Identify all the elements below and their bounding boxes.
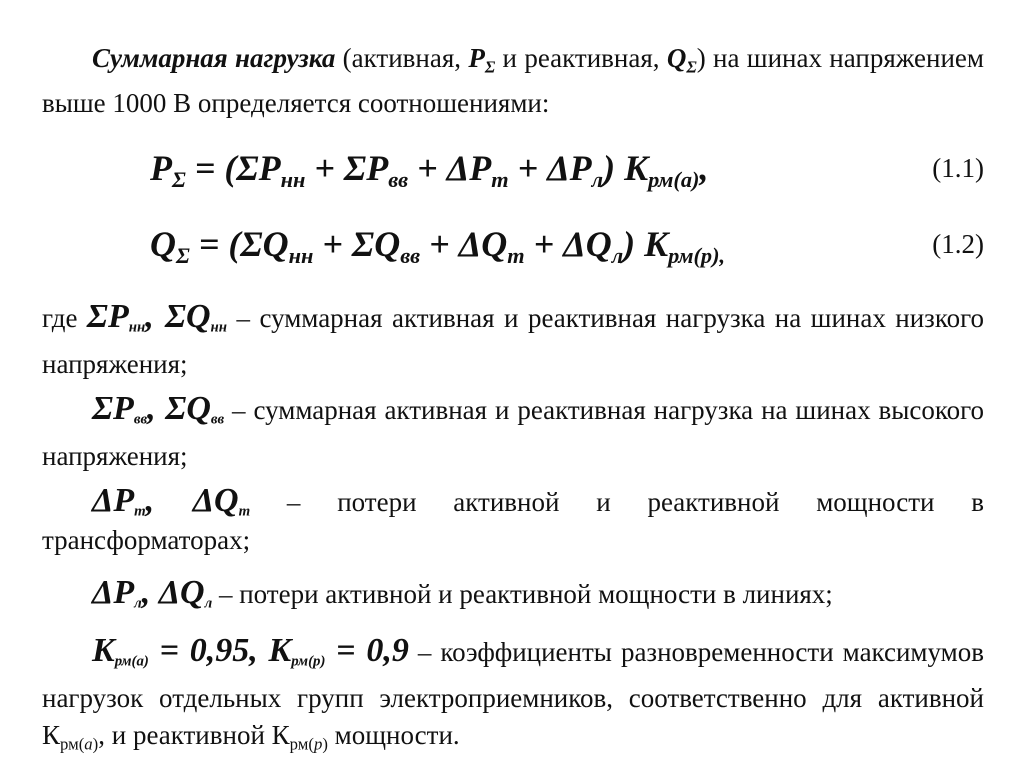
- def5-ka-sub-b: а: [84, 734, 93, 754]
- def5-kr-sub-c: ): [322, 734, 328, 754]
- def1-text: – суммарная активная и реактивная нагрузка на шинах низкого напряжения;: [42, 303, 984, 380]
- definition-high-voltage: [42, 390, 984, 475]
- f1-part1: = (ΣP: [185, 148, 281, 188]
- f1-part3: + ΔP: [408, 148, 492, 188]
- f2-part5: ) K: [623, 224, 669, 264]
- intro-text-1: (активная,: [335, 43, 469, 73]
- f2-lhs: Q: [150, 224, 176, 264]
- f2-part2: + ΣQ: [313, 224, 401, 264]
- def5-k1-sub: рм(а): [114, 653, 149, 670]
- def2-text: – суммарная активная и реактивная нагрузка на шинах высокого напряжения;: [42, 395, 985, 472]
- formula-1-2: [150, 222, 984, 278]
- definition-low-voltage: [42, 298, 984, 383]
- f1-sub-k: рм(а): [648, 167, 700, 193]
- def4-sep: ,: [141, 574, 159, 611]
- definition-coefficients: [42, 632, 984, 763]
- def3-text-1: – потери активной и реактивной мощности в: [250, 487, 984, 517]
- f2-sub-t: т: [507, 243, 525, 269]
- def1-sym2-sub: нн: [210, 319, 228, 336]
- f1-sub-vv: вв: [388, 167, 409, 193]
- f2-sub-vv: вв: [400, 243, 421, 269]
- intro-q-symbol: Q: [666, 43, 687, 73]
- def4-sym2: ΔQ: [158, 574, 205, 611]
- f1-sub-nn: нн: [280, 167, 306, 193]
- def3-sym1: ΔP: [92, 482, 135, 519]
- f2-part4: + ΔQ: [524, 224, 612, 264]
- def1-lead: где: [42, 303, 87, 333]
- def1-sym1-sub: нн: [128, 319, 146, 336]
- intro-p-symbol: P: [468, 43, 485, 73]
- def3-sep: ,: [145, 482, 193, 519]
- f2-sub-k: рм(р),: [668, 243, 726, 269]
- def5-v2: = 0,9: [325, 632, 409, 669]
- f1-sub-l: л: [591, 167, 604, 193]
- def3-sym2: ΔQ: [192, 482, 239, 519]
- def4-sym1-sub: л: [134, 595, 142, 612]
- def2-sym1: ΣP: [92, 390, 134, 427]
- intro-text-3: ) на шинах напряжением выше 1000 В определяется соотношениями:: [42, 43, 984, 119]
- formula-1-2-number: (1.2): [932, 229, 984, 259]
- def2-sym1-sub: вв: [133, 411, 148, 428]
- def5-ka-sub-a: рм(: [60, 734, 85, 754]
- intro-paragraph: [42, 40, 984, 122]
- f1-part5: ) K: [603, 148, 649, 188]
- def5-text: – коэффициенты разновременности максимумов нагрузок отдельных групп электроприемников, соответственно для активной: [42, 637, 985, 714]
- def3-sym2-sub: т: [238, 503, 251, 520]
- def5-mid: , и реактивной: [98, 720, 272, 751]
- def3-sym1-sub: т: [134, 503, 146, 520]
- f1-part2: + ΣP: [305, 148, 389, 188]
- formula-1-1-number: (1.1): [932, 153, 984, 183]
- f2-part1: = (ΣQ: [189, 224, 289, 264]
- def2-sep: ,: [147, 390, 166, 427]
- f1-lhs: P: [150, 148, 172, 188]
- def2-sym2: ΣQ: [165, 390, 211, 427]
- f2-part3: + ΔQ: [420, 224, 508, 264]
- def5-kr: К: [271, 720, 290, 751]
- f2-sub-nn: нн: [288, 243, 314, 269]
- def5-ka-sub: [60, 735, 98, 754]
- intro-q-sub: Σ: [686, 57, 697, 77]
- def3-text-2: трансформаторах;: [42, 525, 251, 555]
- intro-term: Суммарная нагрузка: [92, 43, 336, 73]
- def5-k2-sub: рм(р): [291, 653, 326, 670]
- f1-part6: ,: [699, 148, 709, 188]
- def5-v1: = 0,95,: [148, 632, 269, 669]
- f1-part4: + ΔP: [508, 148, 592, 188]
- def5-k2: K: [268, 632, 292, 669]
- formula-1-1: [150, 146, 984, 202]
- def1-sym2: ΣQ: [164, 298, 211, 335]
- def5-ka-sub-c: ): [92, 734, 99, 754]
- def1-sym1: ΣP: [86, 298, 129, 335]
- def1-sep: ,: [145, 298, 165, 335]
- f1-lhs-sub: Σ: [172, 167, 186, 193]
- def5-end: мощности.: [327, 720, 460, 751]
- def5-k1: K: [92, 632, 115, 669]
- intro-text-2: и реактивная,: [495, 43, 667, 73]
- definition-line-losses: [42, 574, 984, 622]
- f1-sub-t: т: [491, 167, 509, 193]
- f2-lhs-sub: Σ: [176, 243, 190, 269]
- definition-transformer-losses-cont: [42, 522, 984, 559]
- def4-text: – потери активной и реактивной мощности в линиях;: [212, 579, 833, 609]
- def5-kr-sub: [290, 735, 328, 754]
- def5-ka: К: [42, 720, 61, 751]
- def2-sym2-sub: вв: [210, 411, 225, 428]
- def4-sym1: ΔP: [92, 574, 135, 611]
- def5-kr-sub-b: р: [313, 734, 323, 754]
- def5-kr-sub-a: рм(: [289, 734, 314, 754]
- f2-sub-l: л: [611, 243, 624, 269]
- def4-sym2-sub: л: [204, 595, 213, 612]
- intro-p-sub: Σ: [484, 57, 496, 77]
